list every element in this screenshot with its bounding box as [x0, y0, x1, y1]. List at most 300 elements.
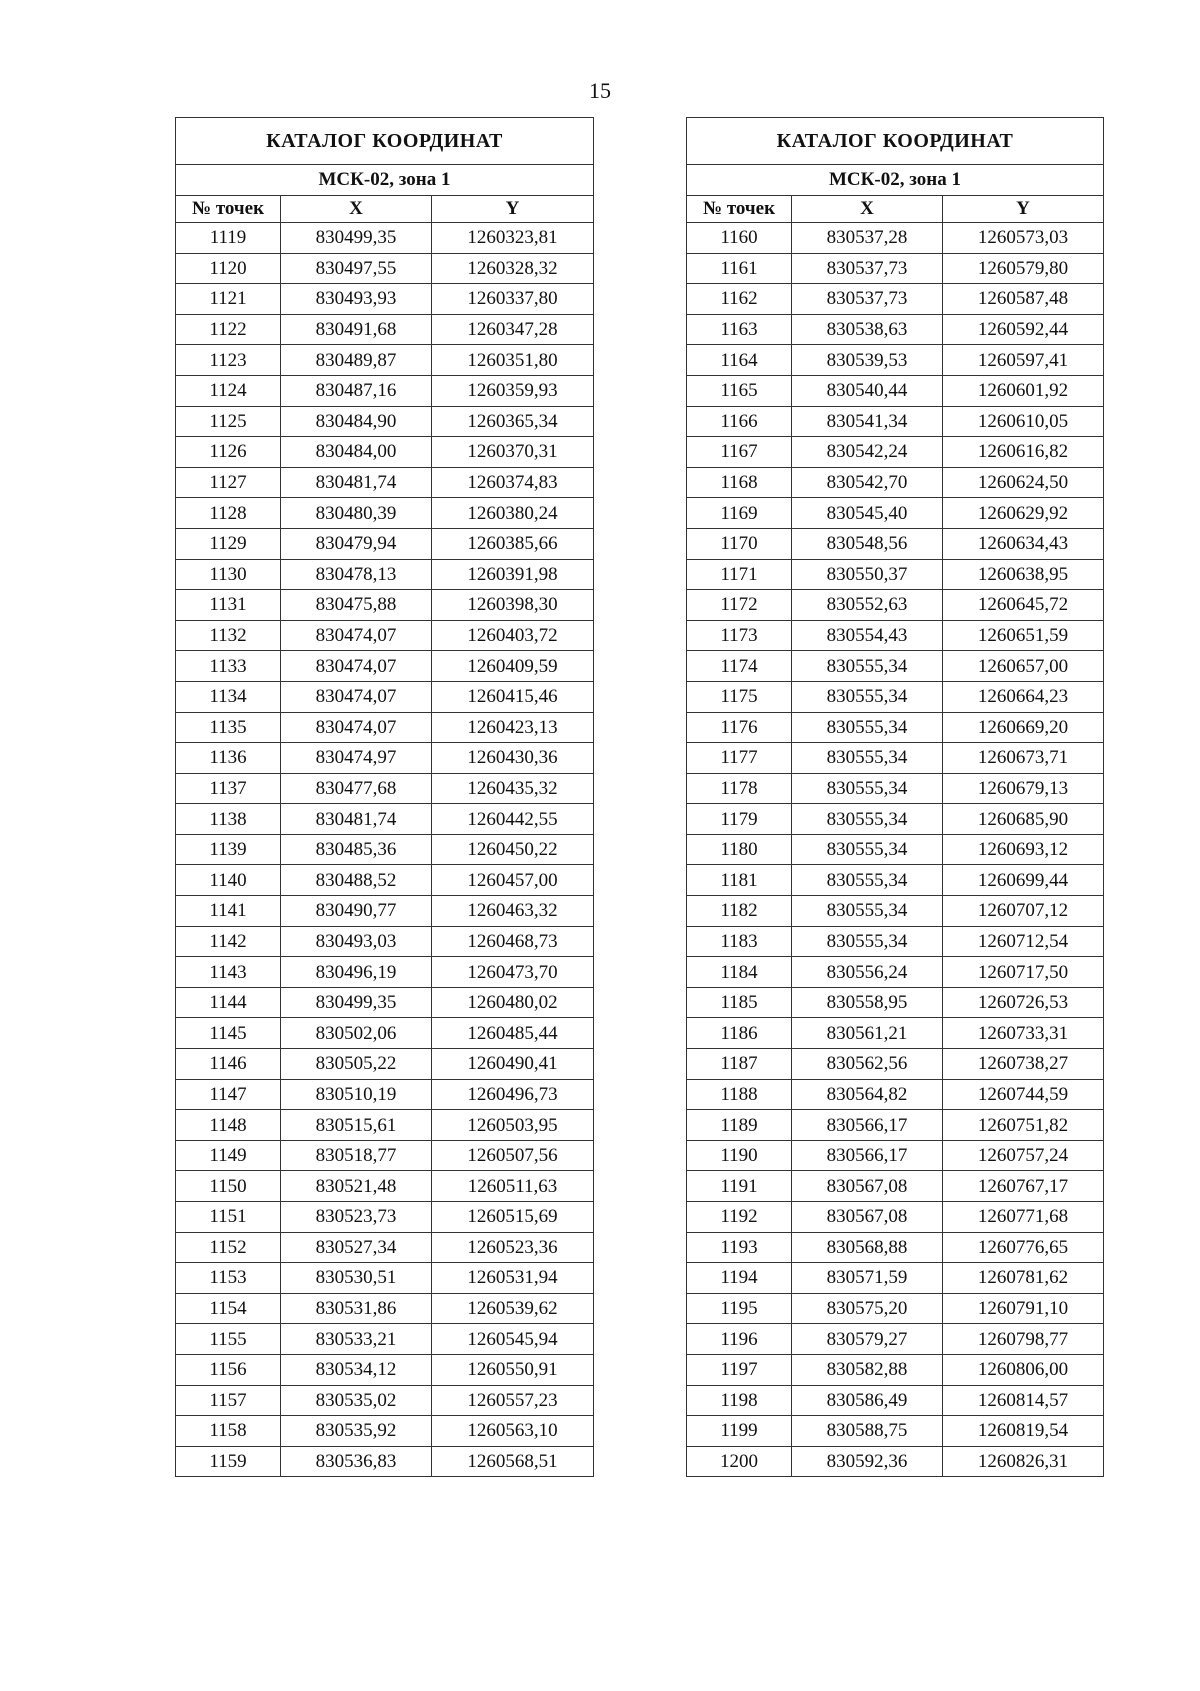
cell-point-number: 1173	[687, 620, 792, 651]
cell-point-number: 1177	[687, 743, 792, 774]
cell-point-number: 1158	[176, 1416, 281, 1447]
table-row	[176, 896, 594, 927]
cell-y: 1260751,82	[943, 1110, 1104, 1141]
cell-point-number: 1128	[176, 498, 281, 529]
table-row	[687, 804, 1104, 835]
cell-x: 830518,77	[281, 1140, 432, 1171]
table-row	[687, 957, 1104, 988]
cell-x: 830502,06	[281, 1018, 432, 1049]
cell-point-number: 1123	[176, 345, 281, 376]
table-row	[176, 1446, 594, 1477]
cell-x: 830527,34	[281, 1232, 432, 1263]
table-row	[687, 1018, 1104, 1049]
cell-y: 1260592,44	[943, 314, 1104, 345]
cell-x: 830575,20	[792, 1293, 943, 1324]
cell-y: 1260545,94	[432, 1324, 594, 1355]
cell-point-number: 1139	[176, 834, 281, 865]
cell-y: 1260679,13	[943, 773, 1104, 804]
cell-point-number: 1171	[687, 559, 792, 590]
cell-x: 830582,88	[792, 1354, 943, 1385]
cell-y: 1260781,62	[943, 1263, 1104, 1294]
cell-y: 1260450,22	[432, 834, 594, 865]
cell-y: 1260717,50	[943, 957, 1104, 988]
cell-point-number: 1197	[687, 1354, 792, 1385]
cell-y: 1260616,82	[943, 437, 1104, 468]
table-row	[176, 253, 594, 284]
table-row	[687, 1110, 1104, 1141]
cell-point-number: 1196	[687, 1324, 792, 1355]
cell-y: 1260776,65	[943, 1232, 1104, 1263]
cell-point-number: 1179	[687, 804, 792, 835]
table-row	[687, 1385, 1104, 1416]
cell-y: 1260328,32	[432, 253, 594, 284]
cell-x: 830475,88	[281, 590, 432, 621]
cell-x: 830474,97	[281, 743, 432, 774]
cell-x: 830556,24	[792, 957, 943, 988]
cell-x: 830474,07	[281, 651, 432, 682]
cell-point-number: 1192	[687, 1202, 792, 1233]
cell-x: 830534,12	[281, 1354, 432, 1385]
table-row	[176, 681, 594, 712]
cell-y: 1260568,51	[432, 1446, 594, 1477]
cell-x: 830555,34	[792, 804, 943, 835]
table-row	[687, 773, 1104, 804]
table-row	[176, 712, 594, 743]
table-row	[176, 1079, 594, 1110]
table-row	[687, 314, 1104, 345]
cell-y: 1260409,59	[432, 651, 594, 682]
cell-point-number: 1163	[687, 314, 792, 345]
column-header-point-number: № точек	[176, 196, 281, 223]
cell-point-number: 1195	[687, 1293, 792, 1324]
cell-point-number: 1188	[687, 1079, 792, 1110]
cell-point-number: 1121	[176, 284, 281, 315]
cell-x: 830555,34	[792, 834, 943, 865]
cell-x: 830477,68	[281, 773, 432, 804]
cell-y: 1260511,63	[432, 1171, 594, 1202]
cell-y: 1260651,59	[943, 620, 1104, 651]
table-row	[176, 620, 594, 651]
table-row	[176, 1354, 594, 1385]
cell-point-number: 1200	[687, 1446, 792, 1477]
table-row	[687, 1263, 1104, 1294]
cell-x: 830488,52	[281, 865, 432, 896]
cell-point-number: 1169	[687, 498, 792, 529]
cell-x: 830515,61	[281, 1110, 432, 1141]
table-row	[176, 1263, 594, 1294]
table-row	[176, 865, 594, 896]
table-row	[687, 528, 1104, 559]
cell-point-number: 1135	[176, 712, 281, 743]
table-row	[687, 253, 1104, 284]
table-row	[687, 712, 1104, 743]
cell-y: 1260744,59	[943, 1079, 1104, 1110]
cell-point-number: 1182	[687, 896, 792, 927]
cell-y: 1260457,00	[432, 865, 594, 896]
cell-y: 1260699,44	[943, 865, 1104, 896]
cell-x: 830555,34	[792, 773, 943, 804]
table-row	[176, 1293, 594, 1324]
cell-point-number: 1146	[176, 1049, 281, 1080]
table-row	[687, 865, 1104, 896]
cell-x: 830586,49	[792, 1385, 943, 1416]
cell-point-number: 1142	[176, 926, 281, 957]
cell-y: 1260819,54	[943, 1416, 1104, 1447]
table-row	[176, 834, 594, 865]
cell-x: 830479,94	[281, 528, 432, 559]
cell-x: 830540,44	[792, 375, 943, 406]
table-row	[687, 1354, 1104, 1385]
cell-y: 1260515,69	[432, 1202, 594, 1233]
cell-y: 1260638,95	[943, 559, 1104, 590]
cell-y: 1260523,36	[432, 1232, 594, 1263]
cell-point-number: 1199	[687, 1416, 792, 1447]
table-row	[176, 926, 594, 957]
page-number: 15	[589, 78, 611, 103]
column-header-y: Y	[432, 196, 594, 223]
cell-y: 1260767,17	[943, 1171, 1104, 1202]
cell-point-number: 1187	[687, 1049, 792, 1080]
cell-point-number: 1170	[687, 528, 792, 559]
catalog-subtitle: МСК-02, зона 1	[176, 165, 594, 196]
table-row	[687, 1171, 1104, 1202]
cell-x: 830523,73	[281, 1202, 432, 1233]
table-row	[176, 528, 594, 559]
table-row	[687, 406, 1104, 437]
table-row	[687, 651, 1104, 682]
cell-point-number: 1153	[176, 1263, 281, 1294]
cell-y: 1260391,98	[432, 559, 594, 590]
cell-x: 830490,77	[281, 896, 432, 927]
table-row	[176, 590, 594, 621]
cell-point-number: 1180	[687, 834, 792, 865]
catalog-body	[176, 223, 594, 1477]
cell-y: 1260669,20	[943, 712, 1104, 743]
cell-y: 1260473,70	[432, 957, 594, 988]
cell-x: 830561,21	[792, 1018, 943, 1049]
table-row	[176, 314, 594, 345]
cell-y: 1260380,24	[432, 498, 594, 529]
cell-point-number: 1155	[176, 1324, 281, 1355]
cell-y: 1260468,73	[432, 926, 594, 957]
cell-y: 1260337,80	[432, 284, 594, 315]
cell-x: 830499,35	[281, 987, 432, 1018]
cell-y: 1260557,23	[432, 1385, 594, 1416]
cell-y: 1260579,80	[943, 253, 1104, 284]
table-row	[176, 498, 594, 529]
cell-point-number: 1185	[687, 987, 792, 1018]
coordinate-catalog-left	[175, 117, 594, 1477]
cell-x: 830552,63	[792, 590, 943, 621]
cell-point-number: 1168	[687, 467, 792, 498]
table-row	[176, 1202, 594, 1233]
cell-y: 1260463,32	[432, 896, 594, 927]
cell-y: 1260539,62	[432, 1293, 594, 1324]
column-header-x: X	[281, 196, 432, 223]
table-row	[687, 590, 1104, 621]
table-row	[176, 223, 594, 254]
cell-point-number: 1129	[176, 528, 281, 559]
cell-x: 830555,34	[792, 896, 943, 927]
cell-point-number: 1150	[176, 1171, 281, 1202]
cell-point-number: 1124	[176, 375, 281, 406]
cell-point-number: 1190	[687, 1140, 792, 1171]
cell-x: 830555,34	[792, 681, 943, 712]
cell-y: 1260673,71	[943, 743, 1104, 774]
cell-point-number: 1138	[176, 804, 281, 835]
cell-point-number: 1159	[176, 1446, 281, 1477]
cell-x: 830481,74	[281, 804, 432, 835]
cell-y: 1260398,30	[432, 590, 594, 621]
cell-y: 1260490,41	[432, 1049, 594, 1080]
cell-point-number: 1183	[687, 926, 792, 957]
table-row	[176, 773, 594, 804]
table-row	[176, 406, 594, 437]
cell-point-number: 1174	[687, 651, 792, 682]
cell-x: 830499,35	[281, 223, 432, 254]
cell-x: 830555,34	[792, 651, 943, 682]
cell-point-number: 1166	[687, 406, 792, 437]
cell-y: 1260610,05	[943, 406, 1104, 437]
cell-x: 830484,00	[281, 437, 432, 468]
catalog-title: КАТАЛОГ КООРДИНАТ	[176, 118, 594, 165]
cell-y: 1260485,44	[432, 1018, 594, 1049]
cell-y: 1260726,53	[943, 987, 1104, 1018]
cell-y: 1260733,31	[943, 1018, 1104, 1049]
cell-point-number: 1130	[176, 559, 281, 590]
cell-y: 1260738,27	[943, 1049, 1104, 1080]
cell-y: 1260365,34	[432, 406, 594, 437]
table-row	[687, 1140, 1104, 1171]
cell-x: 830568,88	[792, 1232, 943, 1263]
cell-y: 1260712,54	[943, 926, 1104, 957]
cell-x: 830541,34	[792, 406, 943, 437]
cell-x: 830571,59	[792, 1263, 943, 1294]
cell-x: 830496,19	[281, 957, 432, 988]
table-row	[176, 1018, 594, 1049]
cell-y: 1260685,90	[943, 804, 1104, 835]
table-row	[687, 284, 1104, 315]
cell-x: 830493,93	[281, 284, 432, 315]
table-row	[687, 223, 1104, 254]
cell-x: 830491,68	[281, 314, 432, 345]
table-row	[687, 1293, 1104, 1324]
cell-y: 1260664,23	[943, 681, 1104, 712]
cell-x: 830535,02	[281, 1385, 432, 1416]
catalog-body	[687, 223, 1104, 1477]
cell-y: 1260634,43	[943, 528, 1104, 559]
cell-x: 830538,63	[792, 314, 943, 345]
table-row	[176, 1232, 594, 1263]
cell-x: 830521,48	[281, 1171, 432, 1202]
table-row	[176, 1140, 594, 1171]
cell-y: 1260550,91	[432, 1354, 594, 1385]
cell-x: 830537,73	[792, 284, 943, 315]
cell-x: 830558,95	[792, 987, 943, 1018]
cell-x: 830505,22	[281, 1049, 432, 1080]
cell-x: 830474,07	[281, 712, 432, 743]
table-row	[687, 559, 1104, 590]
table-row	[687, 743, 1104, 774]
cell-point-number: 1140	[176, 865, 281, 896]
cell-point-number: 1136	[176, 743, 281, 774]
cell-x: 830487,16	[281, 375, 432, 406]
cell-y: 1260480,02	[432, 987, 594, 1018]
cell-y: 1260645,72	[943, 590, 1104, 621]
cell-y: 1260814,57	[943, 1385, 1104, 1416]
table-row	[176, 1049, 594, 1080]
table-row	[687, 498, 1104, 529]
cell-point-number: 1126	[176, 437, 281, 468]
table-row	[687, 1446, 1104, 1477]
cell-point-number: 1149	[176, 1140, 281, 1171]
cell-y: 1260798,77	[943, 1324, 1104, 1355]
cell-point-number: 1151	[176, 1202, 281, 1233]
cell-x: 830485,36	[281, 834, 432, 865]
table-row	[687, 467, 1104, 498]
table-row	[687, 375, 1104, 406]
cell-point-number: 1189	[687, 1110, 792, 1141]
cell-y: 1260374,83	[432, 467, 594, 498]
table-row	[176, 345, 594, 376]
cell-point-number: 1131	[176, 590, 281, 621]
catalog-subtitle: МСК-02, зона 1	[687, 165, 1104, 196]
cell-y: 1260757,24	[943, 1140, 1104, 1171]
cell-y: 1260531,94	[432, 1263, 594, 1294]
cell-x: 830562,56	[792, 1049, 943, 1080]
cell-y: 1260415,46	[432, 681, 594, 712]
cell-point-number: 1186	[687, 1018, 792, 1049]
cell-point-number: 1193	[687, 1232, 792, 1263]
cell-point-number: 1125	[176, 406, 281, 437]
cell-x: 830539,53	[792, 345, 943, 376]
cell-x: 830545,40	[792, 498, 943, 529]
cell-y: 1260496,73	[432, 1079, 594, 1110]
cell-y: 1260693,12	[943, 834, 1104, 865]
cell-y: 1260503,95	[432, 1110, 594, 1141]
cell-x: 830474,07	[281, 620, 432, 651]
table-row	[176, 957, 594, 988]
cell-y: 1260573,03	[943, 223, 1104, 254]
cell-y: 1260435,32	[432, 773, 594, 804]
cell-x: 830480,39	[281, 498, 432, 529]
cell-point-number: 1132	[176, 620, 281, 651]
table-row	[687, 1079, 1104, 1110]
cell-point-number: 1194	[687, 1263, 792, 1294]
cell-x: 830510,19	[281, 1079, 432, 1110]
table-row	[687, 896, 1104, 927]
table-row	[687, 1324, 1104, 1355]
cell-x: 830537,73	[792, 253, 943, 284]
cell-y: 1260442,55	[432, 804, 594, 835]
cell-x: 830592,36	[792, 1446, 943, 1477]
cell-x: 830535,92	[281, 1416, 432, 1447]
table-row	[176, 1324, 594, 1355]
cell-point-number: 1198	[687, 1385, 792, 1416]
cell-x: 830550,37	[792, 559, 943, 590]
cell-point-number: 1147	[176, 1079, 281, 1110]
column-header-x: X	[792, 196, 943, 223]
table-row	[687, 437, 1104, 468]
column-header-point-number: № точек	[687, 196, 792, 223]
table-row	[176, 1110, 594, 1141]
table-row	[176, 467, 594, 498]
table-row	[687, 620, 1104, 651]
cell-point-number: 1120	[176, 253, 281, 284]
table-row	[176, 375, 594, 406]
cell-x: 830555,34	[792, 743, 943, 774]
cell-point-number: 1148	[176, 1110, 281, 1141]
coordinate-catalog-right	[686, 117, 1104, 1477]
cell-point-number: 1161	[687, 253, 792, 284]
cell-y: 1260707,12	[943, 896, 1104, 927]
cell-x: 830542,24	[792, 437, 943, 468]
cell-x: 830481,74	[281, 467, 432, 498]
table-row	[687, 987, 1104, 1018]
cell-point-number: 1157	[176, 1385, 281, 1416]
cell-y: 1260771,68	[943, 1202, 1104, 1233]
cell-point-number: 1133	[176, 651, 281, 682]
cell-y: 1260657,00	[943, 651, 1104, 682]
cell-x: 830489,87	[281, 345, 432, 376]
cell-point-number: 1176	[687, 712, 792, 743]
cell-point-number: 1164	[687, 345, 792, 376]
table-row	[687, 1202, 1104, 1233]
cell-point-number: 1165	[687, 375, 792, 406]
cell-y: 1260563,10	[432, 1416, 594, 1447]
cell-y: 1260423,13	[432, 712, 594, 743]
cell-x: 830555,34	[792, 865, 943, 896]
table-row	[687, 345, 1104, 376]
cell-y: 1260826,31	[943, 1446, 1104, 1477]
cell-point-number: 1154	[176, 1293, 281, 1324]
cell-point-number: 1122	[176, 314, 281, 345]
cell-point-number: 1181	[687, 865, 792, 896]
cell-x: 830533,21	[281, 1324, 432, 1355]
cell-y: 1260351,80	[432, 345, 594, 376]
cell-point-number: 1141	[176, 896, 281, 927]
cell-point-number: 1143	[176, 957, 281, 988]
table-row	[687, 1416, 1104, 1447]
cell-x: 830555,34	[792, 712, 943, 743]
cell-point-number: 1167	[687, 437, 792, 468]
cell-y: 1260347,28	[432, 314, 594, 345]
cell-x: 830536,83	[281, 1446, 432, 1477]
cell-x: 830567,08	[792, 1171, 943, 1202]
cell-y: 1260806,00	[943, 1354, 1104, 1385]
cell-x: 830548,56	[792, 528, 943, 559]
cell-y: 1260359,93	[432, 375, 594, 406]
cell-point-number: 1145	[176, 1018, 281, 1049]
table-row	[687, 834, 1104, 865]
cell-y: 1260624,50	[943, 467, 1104, 498]
cell-y: 1260385,66	[432, 528, 594, 559]
cell-point-number: 1160	[687, 223, 792, 254]
cell-x: 830555,34	[792, 926, 943, 957]
table-row	[687, 1232, 1104, 1263]
table-row	[176, 651, 594, 682]
table-row	[687, 926, 1104, 957]
cell-point-number: 1156	[176, 1354, 281, 1385]
cell-x: 830588,75	[792, 1416, 943, 1447]
cell-x: 830537,28	[792, 223, 943, 254]
cell-point-number: 1144	[176, 987, 281, 1018]
cell-x: 830567,08	[792, 1202, 943, 1233]
cell-x: 830484,90	[281, 406, 432, 437]
catalog-title: КАТАЛОГ КООРДИНАТ	[687, 118, 1104, 165]
cell-y: 1260507,56	[432, 1140, 594, 1171]
table-row	[176, 437, 594, 468]
